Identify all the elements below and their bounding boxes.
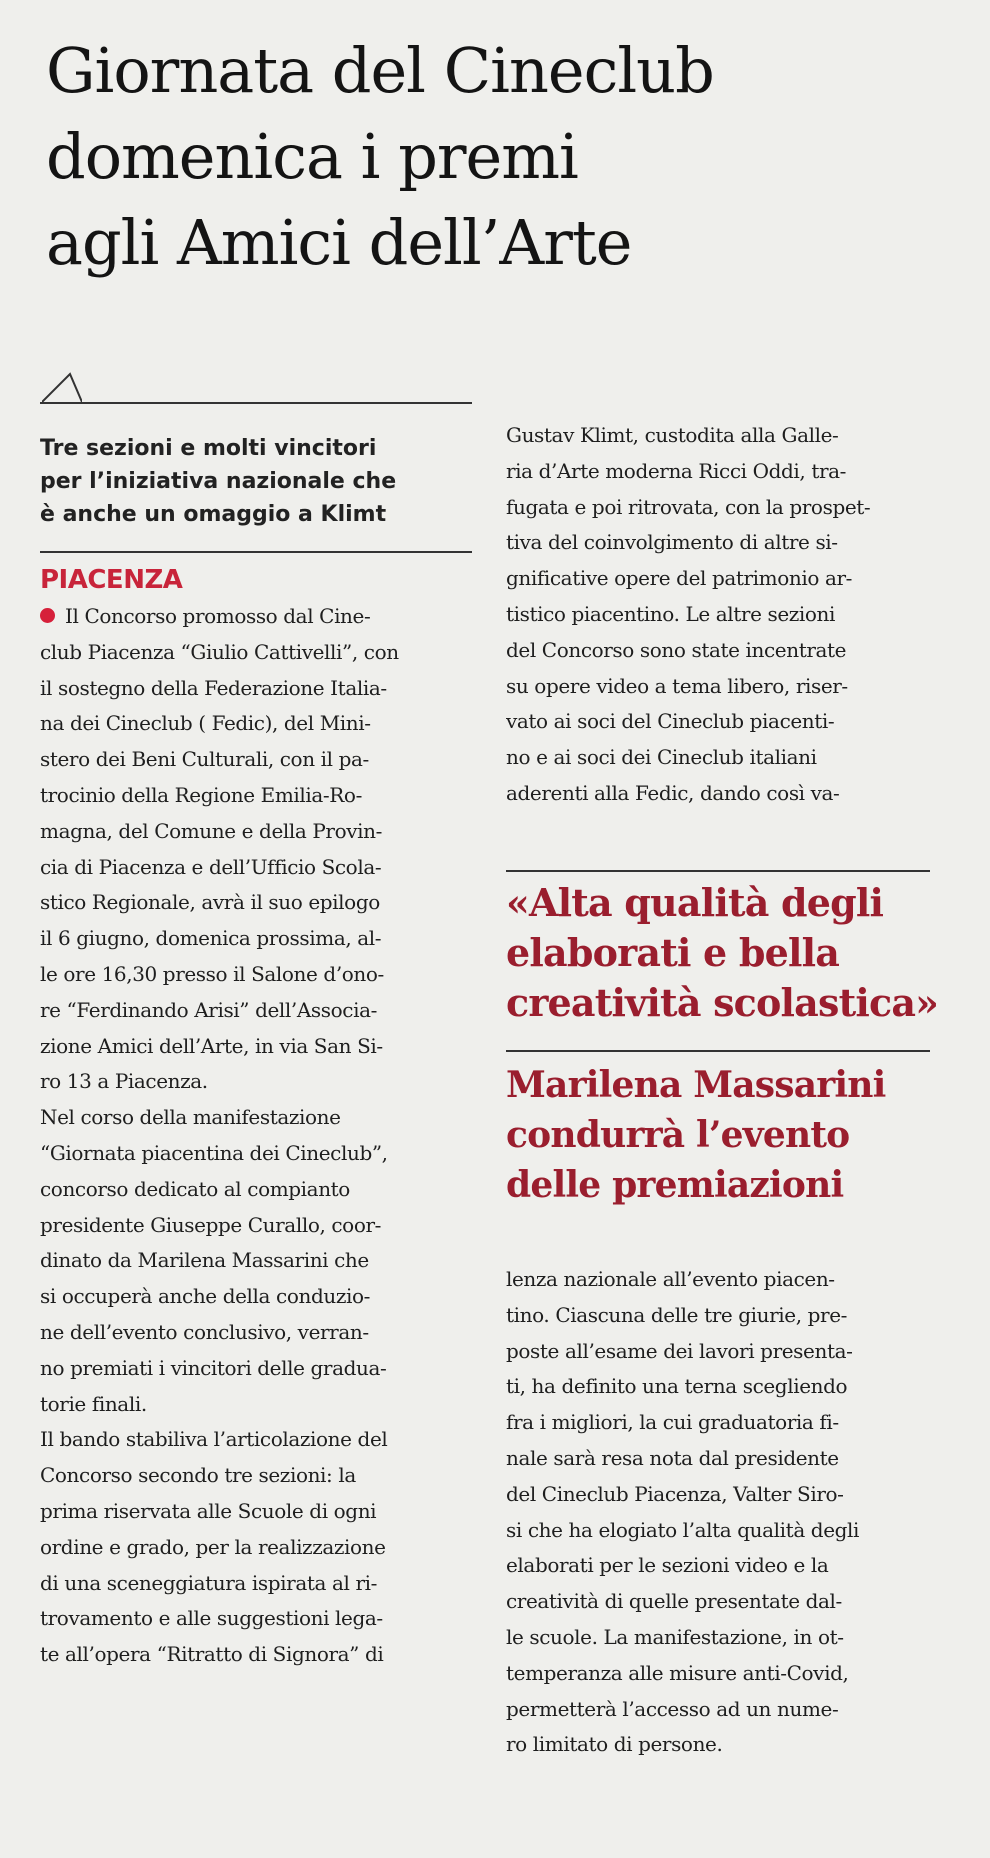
top-rule: [40, 402, 472, 404]
text-line: lenza nazionale all’evento piacen-: [506, 1267, 835, 1291]
text-line: tistico piacentino. Le altre sezioni: [506, 601, 836, 626]
subhead-line: Tre sezioni e molti vincitori: [40, 436, 377, 461]
text-line: fugata e poi ritrovata, con la prospet-: [506, 494, 871, 519]
text-line: no e ai soci dei Cineclub italiani: [506, 745, 817, 770]
text-line: no premiati i vincitori delle gradua-: [40, 1355, 387, 1380]
text-line: stero dei Beni Culturali, con il pa-: [40, 747, 369, 772]
text-line: nale sarà resa nota dal presidente: [506, 1445, 839, 1470]
text-line: ro 13 a Piacenza.: [40, 1069, 208, 1094]
text-line: re “Ferdinando Arisi” dell’Associa-: [40, 997, 377, 1022]
text-line: ordine e grado, per la realizzazione: [40, 1534, 386, 1559]
body-text-right-top: [506, 418, 930, 812]
text-line: aderenti alla Fedic, dando così va-: [506, 780, 840, 805]
text-line: presidente Giuseppe Curallo, coor-: [40, 1212, 381, 1237]
dateline: PIACENZA: [40, 565, 183, 595]
body-text-left: [40, 599, 472, 1673]
text-line: tino. Ciascuna delle tre giurie, pre-: [506, 1302, 848, 1327]
subhead-line: è anche un omaggio a Klimt: [40, 502, 387, 527]
text-line: Gustav Klimt, custodita alla Galle-: [506, 423, 839, 447]
text-line: ria d’Arte moderna Ricci Oddi, tra-: [506, 458, 847, 483]
pull-quote-line: delle premiazioni: [506, 1164, 844, 1206]
text-line: su opere video a tema libero, riser-: [506, 673, 848, 698]
text-line: [40, 599, 472, 635]
text-line: elaborati per le sezioni video e la: [506, 1553, 829, 1578]
text-line: del Concorso sono state incentrate: [506, 637, 847, 662]
text-line: del Cineclub Piacenza, Valter Siro-: [506, 1481, 844, 1506]
text-line: Concorso secondo tre sezioni: la: [40, 1463, 356, 1488]
text-line: il sostegno della Federazione Italia-: [40, 675, 387, 700]
text-line: trocinio della Regione Emilia-Ro-: [40, 782, 362, 807]
headline-line: domenica i premi: [46, 120, 578, 193]
text-line: il 6 giugno, domenica prossima, al-: [40, 926, 382, 951]
headline-line: Giornata del Cineclub: [46, 34, 714, 107]
pull-quote-host: [506, 1060, 930, 1210]
corner-tick-icon: [42, 372, 82, 404]
text-line: concorso dedicato al compianto: [40, 1176, 350, 1201]
text-line: ne dell’evento conclusivo, verran-: [40, 1319, 369, 1344]
text-line: dinato da Marilena Massarini che: [40, 1248, 369, 1273]
body-text-right-bottom: [506, 1262, 930, 1763]
headline-line: agli Amici dell’Arte: [46, 206, 632, 279]
pull-quote-line: elaborati e bella: [506, 930, 840, 975]
text-line: ro limitato di persone.: [506, 1732, 723, 1757]
text-line: Il bando stabiliva l’articolazione del: [40, 1427, 388, 1452]
text-line: prima riservata alle Scuole di ogni: [40, 1498, 377, 1523]
text-line: te all’opera “Ritratto di Signora” di: [40, 1642, 384, 1667]
text-line: magna, del Comune e della Provin-: [40, 818, 382, 843]
pull-quote-line: creatività scolastica»: [506, 980, 939, 1025]
pull-quote-line: Marilena Massarini: [506, 1064, 886, 1106]
text-line: gnificative opere del patrimonio ar-: [506, 566, 853, 591]
text-line: na dei Cineclub ( Fedic), del Mini-: [40, 711, 371, 736]
text-line: permetterà l’accesso ad un nume-: [506, 1696, 839, 1721]
text-line: le scuole. La manifestazione, in ot-: [506, 1624, 844, 1649]
bullet-dot-icon: [40, 608, 55, 623]
divider: [40, 551, 472, 553]
text-line: torie finali.: [40, 1391, 147, 1416]
text-line: temperanza alle misure anti-Covid,: [506, 1660, 849, 1685]
text-line-content: Il Concorso promosso dal Cine-: [65, 604, 371, 628]
text-line: ti, ha definito una terna scegliendo: [506, 1374, 848, 1399]
pull-quote-quality: [506, 878, 939, 1028]
pull-quote-rule: [506, 1050, 930, 1052]
text-line: si che ha elogiato l’alta qualità degli: [506, 1517, 860, 1542]
article-subhead: [40, 432, 472, 531]
left-column: [40, 402, 472, 1673]
text-line: tiva del coinvolgimento di altre si-: [506, 530, 838, 555]
right-column-top: [506, 418, 930, 812]
text-line: fra i migliori, la cui graduatoria fi-: [506, 1410, 839, 1435]
pull-quote-line: condurrà l’evento: [506, 1114, 850, 1156]
pull-quote-rule: [506, 870, 930, 872]
text-line: cia di Piacenza e dell’Ufficio Scola-: [40, 854, 382, 879]
text-line: poste all’esame dei lavori presenta-: [506, 1338, 853, 1363]
text-line: zione Amici dell’Arte, in via San Si-: [40, 1033, 383, 1058]
text-line: stico Regionale, avrà il suo epilogo: [40, 890, 380, 915]
article-headline: [46, 28, 966, 286]
text-line: “Giornata piacentina dei Cineclub”,: [40, 1140, 388, 1165]
text-line: le ore 16,30 presso il Salone d’ono-: [40, 961, 384, 986]
subhead-line: per l’iniziativa nazionale che: [40, 469, 397, 494]
text-line: club Piacenza “Giulio Cattivelli”, con: [40, 639, 399, 664]
text-line: creatività di quelle presentate dal-: [506, 1589, 842, 1614]
text-line: trovamento e alle suggestioni lega-: [40, 1606, 383, 1631]
text-line: vato ai soci del Cineclub piacenti-: [506, 709, 835, 734]
right-column-bottom: [506, 1262, 930, 1763]
pull-quote-line: «Alta qualità degli: [506, 880, 884, 925]
text-line: si occuperà anche della conduzio-: [40, 1284, 370, 1309]
text-line: di una sceneggiatura ispirata al ri-: [40, 1570, 377, 1595]
text-line: Nel corso della manifestazione: [40, 1105, 341, 1130]
